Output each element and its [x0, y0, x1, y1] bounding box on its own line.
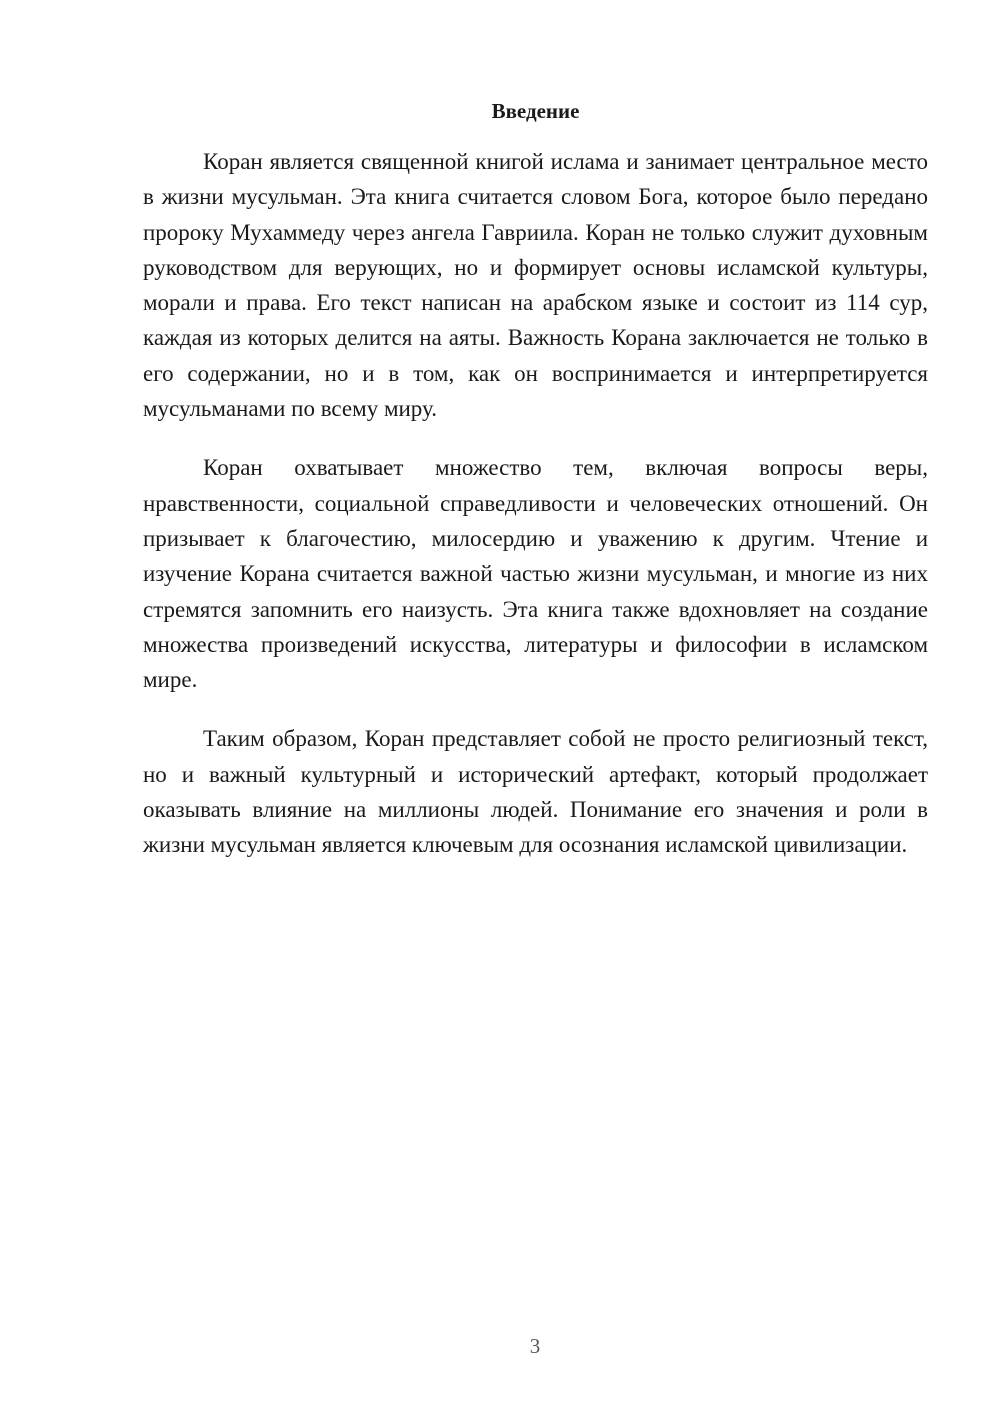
paragraph-3: Таким образом, Коран представляет собой не просто религиозный текст, но и важный культурный и исторический артефакт, который продолжает оказывать влияние на миллионы людей. Понимание его значения и роли в жизни мусульман является ключевым для осознания исламской цивилизации.: [143, 726, 928, 858]
paragraph-2: Коран охватывает множество тем, включая вопросы веры, нравственности, социальной справедливости и человеческих отношений. Он призывает к благочестию, милосердию и уважению к другим. Чтение и изучение Корана считается важной частью жизни мусульман, и многие из них стремятся запомнить его наизусть. Эта книга также вдохновляет на создание множества произведений искусства, литературы и философии в исламском мире.: [143, 455, 928, 693]
paragraph-1: Коран является священной книгой ислама и занимает центральное место в жизни мусульман. Эта книга считается словом Бога, которое было передано пророку Мухаммеду через ангела Гавриила. Коран не только служит духовным руководством для верующих, но и формирует основы исламской культуры, морали и права. Его текст написан на арабском языке и состоит из 114 сур, каждая из которых делится на аяты. Важность Корана заключается не только в его содержании, но и в том, как он воспринимается и интерпретируется мусульманами по всему миру.: [143, 149, 928, 422]
section-title: Введение: [491, 99, 580, 123]
document-body: [143, 144, 928, 887]
page-number: 3: [529, 1334, 541, 1358]
